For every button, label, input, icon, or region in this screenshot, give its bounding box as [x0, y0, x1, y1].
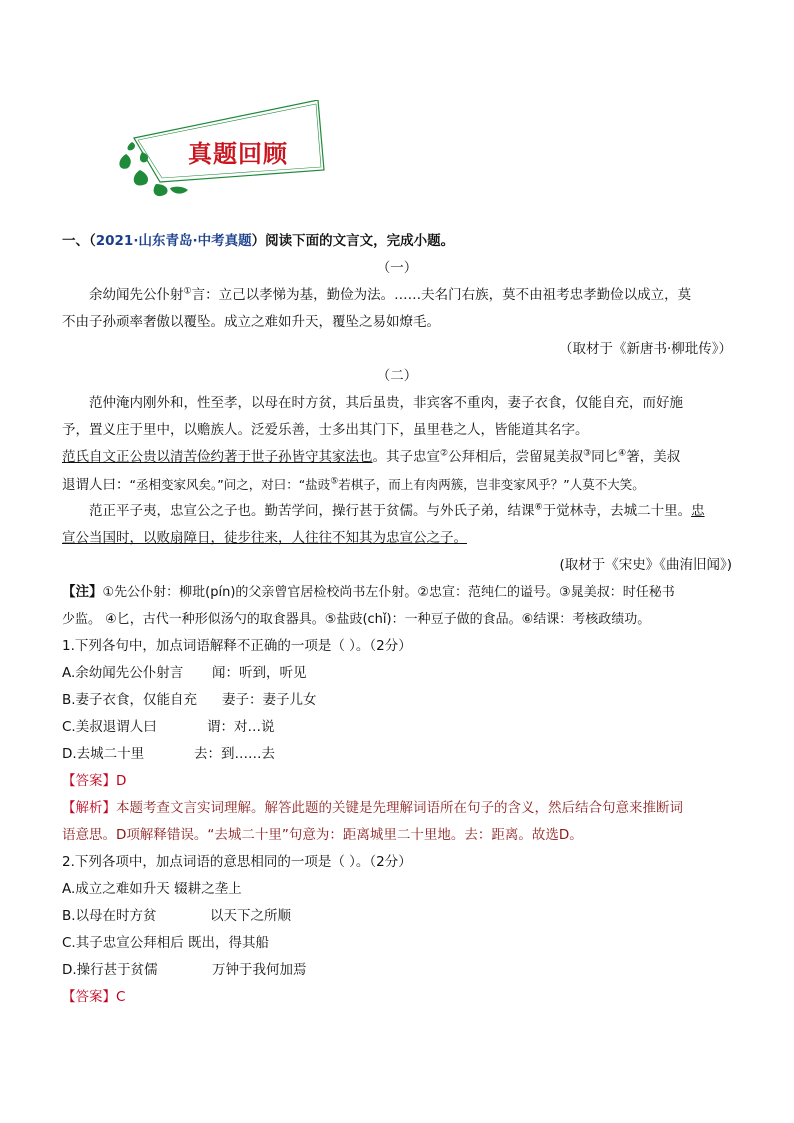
q2-stem: 2.下列各项中，加点词语的意思相同的一项是（ ）。（2分）	[62, 854, 412, 870]
q2-option-d: D.操行甚于贫儒 万钟于我何加焉	[62, 962, 307, 978]
passage2-line: 退谓人曰：“丞相变家风矣。”问之，对曰：“盐豉⑤若棋子，而上有肉两簇，岂非变家风乎？”人莫不大笑。	[62, 476, 645, 493]
underlined-sentence: 宣公当国时，以败扇障日，徒步往来，人往往不知其为忠宣公之子。	[62, 530, 467, 546]
passage2-line: 范正平子夷，忠宣公之子也。勤苦学问，操行甚于贫儒。与外氏子弟，结课⑥于觉林寺，去城二十里。忠	[89, 502, 705, 519]
passage2-line: 范仲淹内刚外和，性至孝，以母在时方贫，其后虽贵，非宾客不重肉，妻子衣食，仅能自充，而好施	[89, 395, 683, 411]
notes-line: 【注】①先公仆射：柳玭(pín)的父亲曾官居检校尚书左仆射。②忠宣：范纯仁的谥号。③晁美叔：时任秘书	[62, 584, 675, 600]
q1-analysis-cont: 语意思。D项解释错误。“去城二十里”句意为：距离城里二十里地。去：距离。故选D。	[62, 827, 583, 843]
passage1-heading: （一）	[376, 260, 418, 276]
q1-option-b: B.妻子衣食，仅能自充 妻子：妻子儿女	[62, 692, 317, 708]
underlined-sentence: 范氏自文正公贵以清苦俭约著于世子孙皆守其家法也	[62, 449, 373, 465]
document-body	[62, 228, 732, 1011]
q1-option-d: D.去城二十里 去：到……去	[62, 746, 275, 762]
q1-option-c: C.美叔退谓人曰 谓：对…说	[62, 719, 275, 735]
q2-option-c: C.其子忠宣公拜相后 既出，得其船	[62, 935, 270, 951]
passage2-line: 范氏自文正公贵以清苦俭约著于世子孙皆守其家法也。其子忠宣②公拜相后，尝留晁美叔③同匕④箸，美叔	[62, 448, 681, 465]
q1-answer: 【答案】D	[62, 773, 127, 789]
passage1-source: （取材于《新唐书·柳玭传》）	[558, 341, 732, 357]
passage2-line	[62, 525, 732, 552]
passage2-heading: （二）	[376, 368, 418, 384]
question-source: 2021·山东青岛·中考真题	[95, 233, 252, 249]
q2-answer: 【答案】C	[62, 989, 126, 1005]
q1-stem: 1.下列各句中，加点词语解释不正确的一项是（ ）。（2分）	[62, 638, 412, 654]
question-header: 一、（2021·山东青岛·中考真题）阅读下面的文言文，完成小题。	[62, 233, 455, 249]
underlined-sentence: 忠	[691, 503, 705, 519]
banner-title: 真题回顾	[188, 139, 288, 168]
passage1-line: 不由子孙顽率奢傲以覆坠。成立之难如升天，覆坠之易如燎毛。	[62, 314, 440, 330]
q2-option-a: A.成立之难如升天 辍耕之垄上	[62, 881, 242, 897]
passage2-line: 予，置义庄于里中，以赡族人。泛爱乐善，士多出其门下，虽里巷之人，皆能道其名字。	[62, 422, 589, 438]
passage1-line: 余幼闻先公仆射①言：立己以孝悌为基，勤俭为法。……夫名门右族，莫不由祖考忠孝勤俭以成立，莫	[89, 286, 692, 303]
passage2-source: (取材于《宋史》《曲洧旧闻》)	[559, 557, 732, 573]
notes-line: 少监。 ④匕，古代一种形似汤勺的取食器具。⑤盐豉(chǐ)：一种豆子做的食品。⑥结课：考核政绩功。	[62, 612, 651, 627]
q1-analysis: 【解析】本题考查文言实词理解。解答此题的关键是先理解词语所在句子的含义，然后结合句意来推断词	[62, 800, 683, 816]
q2-option-b: B.以母在时方贫 以天下之所顺	[62, 908, 291, 924]
q1-option-a: A.余幼闻先公仆射言 闻：听到，听见	[62, 665, 307, 681]
